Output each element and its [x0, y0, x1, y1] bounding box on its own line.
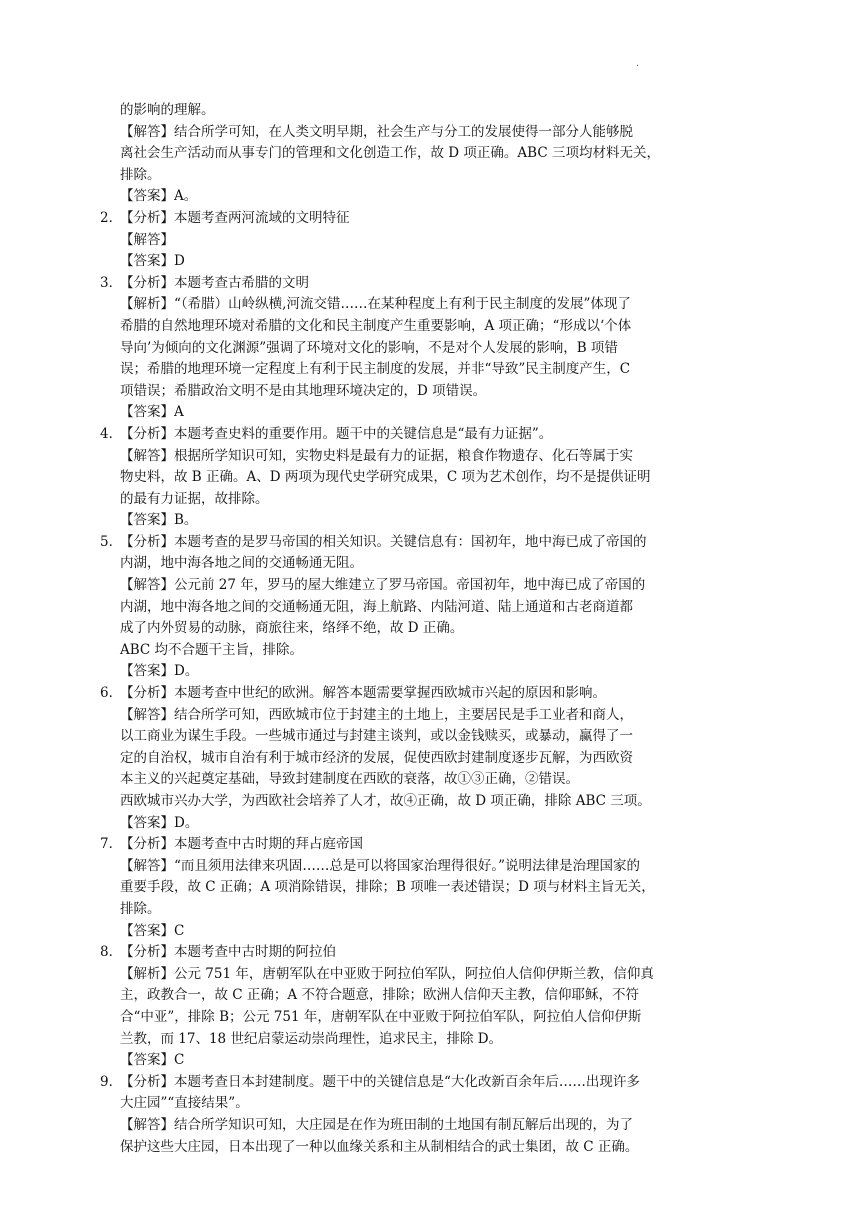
question-line	[100, 424, 750, 446]
text-line	[100, 230, 750, 252]
line-text: 误；希腊的地理环境一定程度上有利于民主制度的发展，并非“导致”民主制度产生，C	[120, 361, 631, 378]
question-number: 3．	[100, 274, 123, 291]
line-text: 【解答】	[120, 231, 174, 248]
line-text: 的最有力证据，故排除。	[120, 490, 269, 507]
line-text: 希腊的自然地理环境对希腊的文化和民主制度产生重要影响，A 项正确；“形成以‘个体	[120, 317, 632, 334]
text-line	[100, 359, 750, 381]
line-text: 内湖，地中海各地之间的交通畅通无阻，海上航路、内陆河道、陆上通道和古老商道都	[120, 598, 633, 615]
line-text: 重要手段，故 C 正确；A 项消除错误，排除；B 项唯一表述错误；D 项与材料主旨无关，	[120, 879, 655, 896]
text-line	[100, 899, 750, 921]
line-text: 【分析】本题考查史料的重要作用。题干中的关键信息是“最有力证据”。	[120, 425, 553, 442]
text-line	[100, 791, 750, 813]
line-text: 【解析】“（希腊）山岭纵横,河流交错……在某种程度上有利于民主制度的发展”体现了	[120, 296, 631, 313]
text-line	[100, 877, 750, 899]
question-number: 7．	[100, 836, 123, 853]
line-text: 【答案】D	[120, 253, 185, 270]
text-line	[100, 726, 750, 748]
text-line	[100, 165, 750, 187]
text-line	[100, 122, 750, 144]
text-line	[100, 467, 750, 489]
line-text: 【解答】公元前 27 年，罗马的屋大维建立了罗马帝国。帝国初年，地中海已成了帝国的	[120, 577, 646, 594]
text-line	[100, 813, 750, 835]
question-number: 8．	[100, 944, 123, 961]
line-text: 【答案】D。	[120, 663, 199, 680]
text-line	[100, 618, 750, 640]
text-line	[100, 985, 750, 1007]
text-line	[100, 597, 750, 619]
line-text: 【解答】“而且须用法律来巩固……总是可以将国家治理得很好。”说明法律是治理国家的	[120, 857, 641, 874]
line-text: 【答案】A。	[120, 188, 198, 205]
question-number: 4．	[100, 425, 123, 442]
line-text: 【答案】A	[120, 404, 184, 421]
text-line	[100, 1007, 750, 1029]
line-text: 【答案】C	[120, 922, 185, 939]
line-text: 【分析】本题考查古希腊的文明	[120, 274, 309, 291]
text-line	[100, 489, 750, 511]
line-text: 合“中亚”，排除 B；公元 751 年，唐朝军队在中亚败于阿拉伯军队，阿拉伯人信仰伊斯	[120, 1008, 642, 1025]
line-text: 成了内外贸易的动脉，商旅往来，络绎不绝，故 D 正确。	[120, 620, 464, 637]
question-line	[100, 942, 750, 964]
line-text: 排除。	[120, 900, 161, 917]
text-line	[100, 553, 750, 575]
text-line	[100, 1093, 750, 1115]
text-line	[100, 748, 750, 770]
question-number: 2．	[100, 209, 123, 226]
text-line	[100, 856, 750, 878]
line-text: 【解答】结合所学可知，西欧城市位于封建主的土地上，主要居民是手工业者和商人，	[120, 706, 633, 723]
answer-document-body	[100, 100, 750, 1158]
text-line	[100, 705, 750, 727]
text-line	[100, 402, 750, 424]
line-text: 【分析】本题考查日本封建制度。题干中的关键信息是“大化改新百余年后……出现许多	[120, 1073, 640, 1090]
line-text: 【答案】C	[120, 1052, 185, 1069]
text-line	[100, 446, 750, 468]
line-text: 定的自治权，城市自治有利于城市经济的发展，促使西欧封建制度逐步瓦解，为西欧资	[120, 749, 633, 766]
line-text: 【解答】结合所学可知，在人类文明早期，社会生产与分工的发展使得一部分人能够脱	[120, 123, 633, 140]
line-text: 【分析】本题考查中古时期的阿拉伯	[120, 944, 336, 961]
question-number: 6．	[100, 685, 123, 702]
line-text: 西欧城市兴办大学，为西欧社会培养了人才，故④正确，故 D 项正确，排除 ABC 三项。	[120, 793, 651, 809]
line-text: 排除。	[120, 166, 161, 183]
line-text: 【答案】B。	[120, 512, 198, 529]
line-text: 【分析】本题考查的是罗马帝国的相关知识。关键信息有：国初年，地中海已成了帝国的	[120, 533, 647, 550]
question-line	[100, 1072, 750, 1094]
line-text: 物史料，故 B 正确。A、D 两项为现代史学研究成果，C 项为艺术创作，均不是提供证明	[120, 469, 651, 486]
question-line	[100, 683, 750, 705]
text-line	[100, 661, 750, 683]
text-line	[100, 251, 750, 273]
line-text: 兰教，而 17、18 世纪启蒙运动崇尚理性，追求民主，排除 D。	[120, 1030, 503, 1047]
text-line	[100, 338, 750, 360]
line-text: 【解答】根据所学知识可知，实物史料是最有力的证据，粮食作物遗存、化石等属于实	[120, 447, 633, 464]
line-text: 导向’为倾向的文化渊源”强调了环境对文化的影响，不是对个人发展的影响，B 项错	[120, 339, 618, 356]
text-line	[100, 510, 750, 532]
text-line	[100, 921, 750, 943]
line-text: 保护这些大庄园，日本出现了一种以血缘关系和主从制相结合的武士集团，故 C 正确。	[120, 1138, 639, 1155]
text-line	[100, 143, 750, 165]
line-text: 【分析】本题考查两河流域的文明特征	[120, 209, 350, 226]
line-text: ABC 均不合题干主旨，排除。	[120, 641, 304, 658]
line-text: 项错误；希腊政治文明不是由其地理环境决定的，D 项错误。	[120, 382, 487, 399]
line-text: 内湖，地中海各地之间的交通畅通无阻。	[120, 555, 363, 572]
text-line	[100, 381, 750, 403]
line-text: 主，政教合一，故 C 正确；A 不符合题意，排除；欧洲人信仰天主教，信仰耶稣，不符	[120, 987, 639, 1004]
text-line	[100, 186, 750, 208]
text-line	[100, 964, 750, 986]
line-text: 本主义的兴起奠定基础，导致封建制度在西欧的衰落，故①③正确，②错误。	[120, 771, 579, 788]
text-line	[100, 575, 750, 597]
header-mark: .	[636, 58, 640, 69]
text-line	[100, 1050, 750, 1072]
line-text: 【答案】D。	[120, 814, 199, 831]
question-line	[100, 834, 750, 856]
text-line	[100, 769, 750, 791]
text-line	[100, 640, 750, 662]
text-line	[100, 1137, 750, 1159]
text-line	[100, 294, 750, 316]
line-text: 【分析】本题考查中古时期的拜占庭帝国	[120, 836, 363, 853]
line-text: 【解析】公元 751 年，唐朝军队在中亚败于阿拉伯军队，阿拉伯人信仰伊斯兰教，信仰真	[120, 965, 654, 982]
line-text: 以工商业为谋生手段。一些城市通过与封建主谈判，或以金钱赎买，或暴动，赢得了一	[120, 728, 633, 745]
question-number: 5．	[100, 533, 123, 550]
line-text: 的影响的理解。	[120, 102, 215, 118]
text-line	[100, 100, 750, 122]
question-number: 9．	[100, 1073, 123, 1090]
text-line	[100, 316, 750, 338]
text-line	[100, 1029, 750, 1051]
line-text: 【解答】结合所学知识可知，大庄园是在作为班田制的土地国有制瓦解后出现的，为了	[120, 1116, 633, 1133]
line-text: 离社会生产活动而从事专门的管理和文化创造工作，故 D 项正确。ABC 三项均材料无关，	[120, 145, 660, 162]
question-line	[100, 532, 750, 554]
text-line	[100, 1115, 750, 1137]
line-text: 大庄园”“直接结果”。	[120, 1095, 249, 1112]
question-line	[100, 208, 750, 230]
line-text: 【分析】本题考查中世纪的欧洲。解答本题需要掌握西欧城市兴起的原因和影响。	[120, 685, 606, 702]
question-line	[100, 273, 750, 295]
